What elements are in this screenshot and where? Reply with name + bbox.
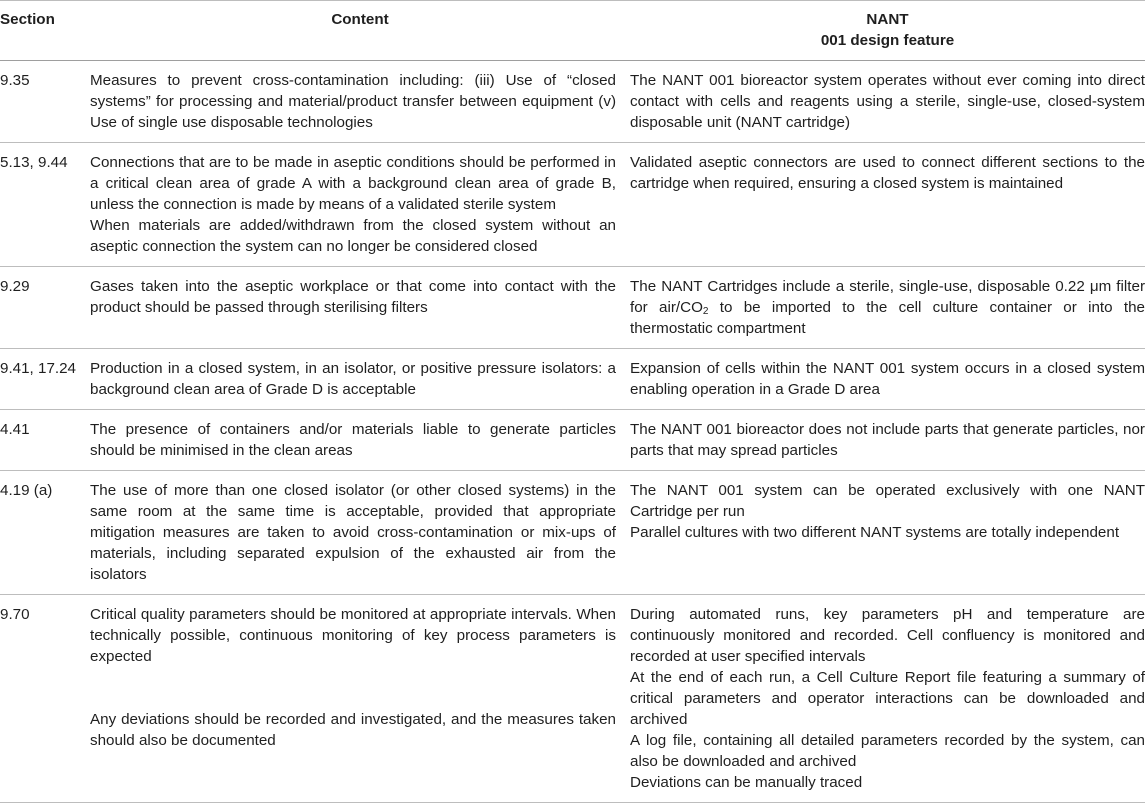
- header-section: Section: [0, 11, 55, 28]
- row-section: 9.70: [0, 595, 90, 803]
- header-nant-line1: NANT: [866, 11, 909, 28]
- table-row: [0, 349, 1145, 410]
- row-content: The presence of containers and/or materials liable to generate particles should be minimised in the clean areas: [90, 410, 630, 471]
- table-row: [0, 595, 1145, 803]
- row-section: 9.35: [0, 61, 90, 143]
- table-row: [0, 471, 1145, 595]
- row-section: 9.41, 17.24: [0, 349, 90, 410]
- header-row: [0, 1, 1145, 61]
- row-section: 9.29: [0, 267, 90, 349]
- row-section: 4.19 (a): [0, 471, 90, 595]
- row-nant-feature: Validated aseptic connectors are used to connect different sections to the cartridge when required, ensuring a closed system is maintained: [630, 143, 1145, 267]
- row-content: Production in a closed system, in an isolator, or positive pressure isolators: a background clean area of Grade D is acceptable: [90, 349, 630, 410]
- header-nant: [630, 1, 1145, 61]
- row-nant-feature: During automated runs, key parameters pH and temperature are continuously monitored and recorded. Cell confluency is monitored and recorded at user specified intervals At the end of each run, a Cell Culture Report file featuring a summary of critical parameters and operator interactions can be downloaded and archived A log file, containing all detailed parameters recorded by the system, can also be downloaded and archived Deviations can be manually traced: [630, 595, 1145, 803]
- row-section: 4.41: [0, 410, 90, 471]
- table-row: [0, 61, 1145, 143]
- row-section: 5.13, 9.44: [0, 143, 90, 267]
- row-nant-feature: The NANT 001 bioreactor does not include parts that generate particles, nor parts that may spread particles: [630, 410, 1145, 471]
- table-row: [0, 143, 1145, 267]
- table-row: [0, 410, 1145, 471]
- row-nant-feature: The NANT Cartridges include a sterile, single-use, disposable 0.22 μm filter for air/$CO_2$ to be imported to the cell culture container or into the thermostatic compartment: [630, 267, 1145, 349]
- row-content: Connections that are to be made in aseptic conditions should be performed in a critical clean area of grade A with a background clean area of grade B, unless the connection is made by means of a validated sterile system When materials are added/withdrawn from the closed system without an aseptic connection the system can no longer be considered closed: [90, 143, 630, 267]
- row-content: Measures to prevent cross-contamination including: (iii) Use of “closed systems” for processing and material/product transfer between equipment (v) Use of single use disposable technologies: [90, 61, 630, 143]
- header-nant-line2: 001 design feature: [820, 32, 955, 49]
- row-content: Critical quality parameters should be monitored at appropriate intervals. When technically possible, continuous monitoring of key process parameters is expected Any deviations should be recorded and investigated, and the measures taken should also be documented: [90, 595, 630, 803]
- header-content: Content: [331, 11, 389, 28]
- row-content: Gases taken into the aseptic workplace or that come into contact with the product should be passed through sterilising filters: [90, 267, 630, 349]
- row-nant-feature: Expansion of cells within the NANT 001 system occurs in a closed system enabling operation in a Grade D area: [630, 349, 1145, 410]
- row-nant-feature: The NANT 001 bioreactor system operates without ever coming into direct contact with cells and reagents using a sterile, single-use, closed-system disposable unit (NANT cartridge): [630, 61, 1145, 143]
- table-row: [0, 267, 1145, 349]
- row-content: The use of more than one closed isolator (or other closed systems) in the same room at the same time is acceptable, provided that appropriate mitigation measures are taken to avoid cross-contamination or mix-ups of materials, including separated expulsion of the exhausted air from the isolators: [90, 471, 630, 595]
- row-nant-feature: The NANT 001 system can be operated exclusively with one NANT Cartridge per run Parallel cultures with two different NANT systems are totally independent: [630, 471, 1145, 595]
